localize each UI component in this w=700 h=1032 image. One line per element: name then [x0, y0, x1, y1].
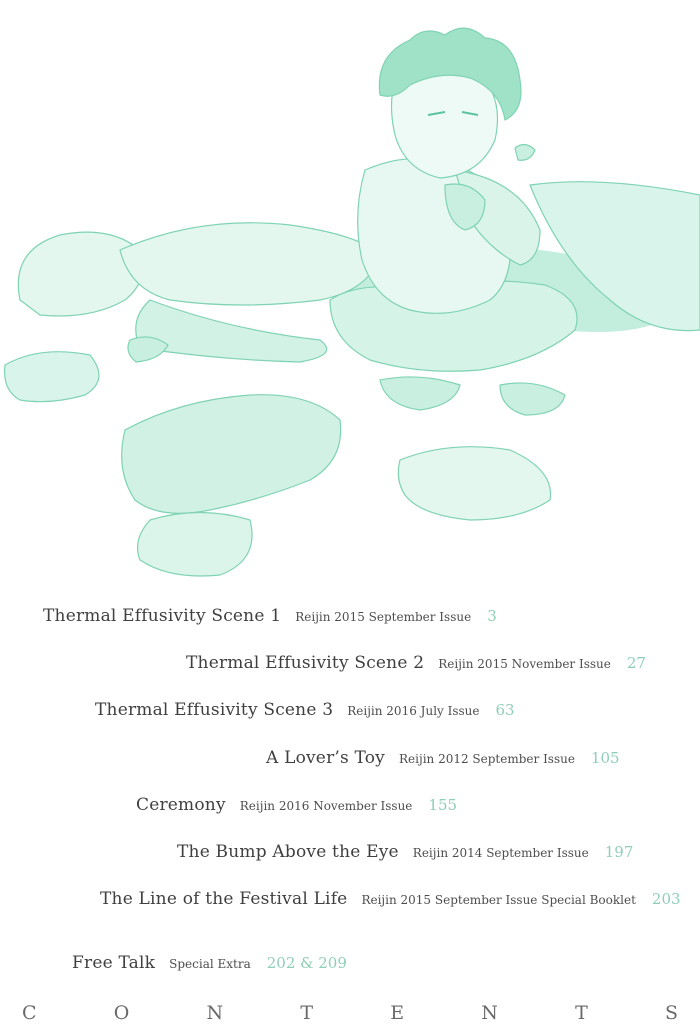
- entry-page-number: 202 & 209: [266, 954, 347, 972]
- entry-title: Thermal Effusivity Scene 2: [186, 653, 425, 673]
- heading-letter: T: [300, 1002, 313, 1024]
- contents-heading: [22, 1002, 678, 1024]
- contents-entry: [95, 700, 515, 720]
- contents-entry: [100, 889, 681, 909]
- contents-entry: [266, 748, 620, 768]
- entry-page-number: 105: [590, 749, 620, 767]
- entry-title: Thermal Effusivity Scene 3: [95, 700, 334, 720]
- entry-page-number: 197: [604, 843, 634, 861]
- entry-issue: Reijin 2016 November Issue: [239, 799, 413, 813]
- entry-page-number: 27: [626, 654, 646, 672]
- entry-page-number: 203: [651, 890, 681, 908]
- entry-title: Free Talk: [72, 953, 156, 973]
- heading-letter: E: [390, 1002, 405, 1024]
- entry-title: The Line of the Festival Life: [100, 889, 348, 909]
- entry-issue: Special Extra: [169, 957, 251, 971]
- contents-entry: [136, 795, 457, 815]
- entry-issue: Reijin 2015 September Issue: [295, 610, 472, 624]
- entry-issue: Reijin 2014 September Issue: [412, 846, 589, 860]
- entry-issue: Reijin 2016 July Issue: [347, 704, 480, 718]
- entry-page-number: 155: [428, 796, 458, 814]
- contents-entry: [186, 653, 646, 673]
- heading-letter: N: [481, 1002, 498, 1024]
- contents-entry: [43, 606, 497, 626]
- heading-letter: C: [22, 1002, 37, 1024]
- contents-entry: [72, 953, 347, 973]
- heading-letter: N: [206, 1002, 224, 1024]
- entry-page-number: 63: [495, 701, 515, 719]
- heading-letter: O: [113, 1002, 130, 1024]
- entry-title: Thermal Effusivity Scene 1: [43, 606, 282, 626]
- heading-letter: T: [575, 1002, 588, 1024]
- entry-page-number: 3: [487, 607, 497, 625]
- contents-entry: [177, 842, 633, 862]
- entry-issue: Reijin 2015 November Issue: [438, 657, 611, 671]
- entry-title: The Bump Above the Eye: [177, 842, 399, 862]
- entry-title: A Lover’s Toy: [266, 748, 385, 768]
- entry-title: Ceremony: [136, 795, 226, 815]
- heading-letter: S: [664, 1002, 678, 1024]
- entry-issue: Reijin 2015 September Issue Special Booklet: [361, 893, 636, 907]
- entry-issue: Reijin 2012 September Issue: [399, 752, 575, 766]
